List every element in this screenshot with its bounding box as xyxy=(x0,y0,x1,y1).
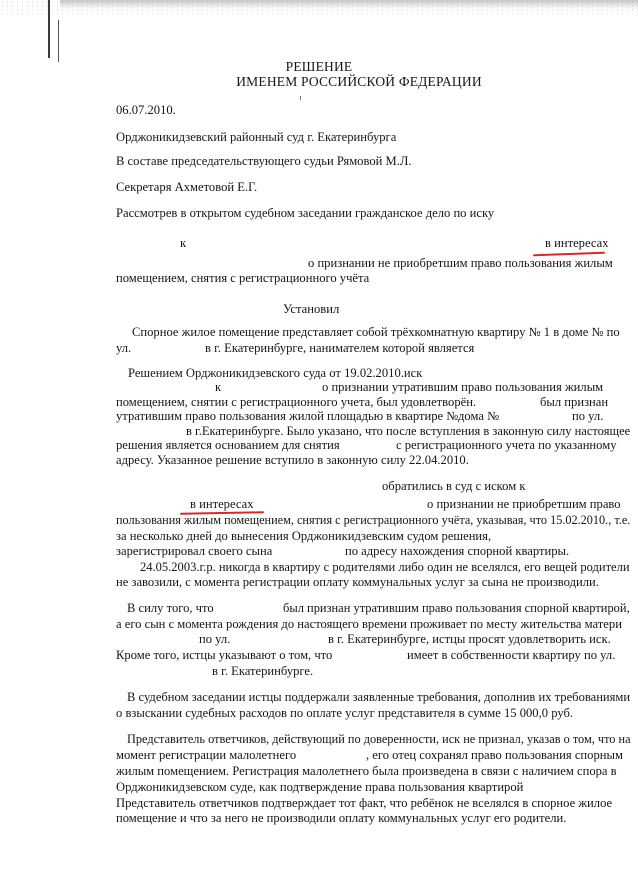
scan-speck xyxy=(300,96,301,100)
p4-line3-a: по ул. xyxy=(199,632,231,646)
p3-line5-b: по адресу нахождения спорной квартиры. xyxy=(345,544,570,558)
p3-line3: пользования жилым помещением, снятия с регистрационного учёта, указывая, что 15.02.2010., т.е. xyxy=(116,513,631,527)
p2-line7: адресу. Указанное решение вступило в законную силу 22.04.2010. xyxy=(116,453,469,467)
p3-line7: не завозили, с момента регистрации оплату коммунальных услуг за сына не производили. xyxy=(116,575,599,589)
scan-noise xyxy=(0,0,638,14)
p3-line5-a: зарегистрировал своего сына xyxy=(116,544,273,558)
p2-line3-a: помещением, снятии с регистрационного учета, был удовлетворён. xyxy=(116,395,477,409)
case-considering: Рассмотрев в открытом судебном заседании гражданское дело по иску xyxy=(116,206,495,220)
court-composition: В составе председательствующего судьи Рямовой М.Л. xyxy=(116,154,412,168)
p2-line4-c: по ул. xyxy=(572,409,604,423)
p1-line1: Спорное жилое помещение представляет собой трёхкомнатную квартиру № 1 в доме № по xyxy=(132,325,620,339)
court-secretary: Секретаря Ахметовой Е.Г. xyxy=(116,180,258,194)
claim-subject-cont: помещением, снятия с регистрационного учёта xyxy=(116,271,370,285)
p4-line1-b: был признан утратившим право пользования спорной квартирой, xyxy=(283,601,630,615)
p5-line2: о взыскании судебных расходов по оплате услуг представителя в сумме 15 000,0 руб. xyxy=(116,706,574,720)
document-subtitle: ИМЕНЕМ РОССИЙСКОЙ ФЕДЕРАЦИИ xyxy=(236,74,482,89)
p1-line2-a: ул. xyxy=(116,341,132,355)
p2-line2-a: к xyxy=(215,380,222,394)
p3-line6: 24.05.2003.г.р. никогда в квартиру с родителями либо один не вселялся, его вещей родители xyxy=(140,560,630,574)
p4-line2: а его сын с момента рождения до настоящего времени проживает по месту жительства матери xyxy=(116,617,622,631)
claim-in-interests: в интересах xyxy=(545,236,609,250)
p2-line4-b: дома № xyxy=(458,409,500,423)
p1-line2-b: в г. Екатеринбурге, нанимателем которой является xyxy=(205,341,475,355)
p6-line5: Представитель ответчиков подтверждает тот факт, что ребёнок не вселялся в спорное жилое xyxy=(116,796,613,810)
document-title: РЕШЕНИЕ xyxy=(285,59,353,74)
p5-line1: В судебном заседании истцы поддержали заявленные требования, дополнив их требованиями xyxy=(127,690,631,704)
decision-date: 06.07.2010. xyxy=(116,103,176,117)
p3-line1: обратились в суд с иском к xyxy=(382,479,526,493)
p4-line3-b: в г. Екатеринбурге, истцы просят удовлетворить иск. xyxy=(328,632,611,646)
p6-line1: Представитель ответчиков, действующий по доверенности, иск не признал, указав о том, что на xyxy=(127,732,631,746)
p2-line1: Решением Орджоникидзевского суда от 19.02.2010.иск xyxy=(128,366,423,380)
p4-line4-a: Кроме того, истцы указывают о том, что xyxy=(116,648,333,662)
p3-in-interests: в интересах xyxy=(190,497,254,511)
p6-line6: помещение и что за него не производили оплату коммунальных услуг его родители. xyxy=(116,811,567,825)
p6-line2-b: , его отец сохранял право пользования спорным xyxy=(366,748,623,762)
p4-line5: в г. Екатеринбурге. xyxy=(212,664,314,678)
p3-line2-b: о признании не приобретшим право xyxy=(427,497,621,511)
p6-line3: жилым помещением. Регистрация малолетнего была произведена в связи с наличием спора в xyxy=(116,764,617,778)
p2-line3-b: был признан xyxy=(540,395,609,409)
p2-line2-b: о признании утратившим право пользования жилым xyxy=(322,380,604,394)
court-name: Орджоникидзевский районный суд г. Екатеринбурга xyxy=(116,130,397,144)
p2-line4-a: утратившим право пользования жилой площадью в квартире № xyxy=(116,409,459,423)
claim-against: к xyxy=(180,236,187,250)
p6-line2-a: момент регистрации малолетнего xyxy=(116,748,297,762)
p4-line1-a: В силу того, что xyxy=(127,601,214,615)
p3-line4: за несколько дней до вынесения Орджоникидзевским судом решения, xyxy=(116,529,492,543)
scan-binding-mark xyxy=(48,0,50,58)
p2-line6-a: решения является основанием для снятия xyxy=(116,438,340,452)
claim-subject: о признании не приобретшим право пользования жилым xyxy=(308,256,613,270)
scan-binding-mark-secondary xyxy=(58,20,59,62)
p2-line5: в г.Екатеринбурге. Было указано, что после вступления в законную силу настоящее xyxy=(186,424,631,438)
p6-line4: Орджоникидзевском суде, как подтверждение права пользования квартирой xyxy=(116,780,524,794)
section-established: Установил xyxy=(283,302,340,316)
p2-line6-b: с регистрационного учета по указанному xyxy=(396,438,617,452)
p4-line4-b: имеет в собственности квартиру по ул. xyxy=(407,648,616,662)
